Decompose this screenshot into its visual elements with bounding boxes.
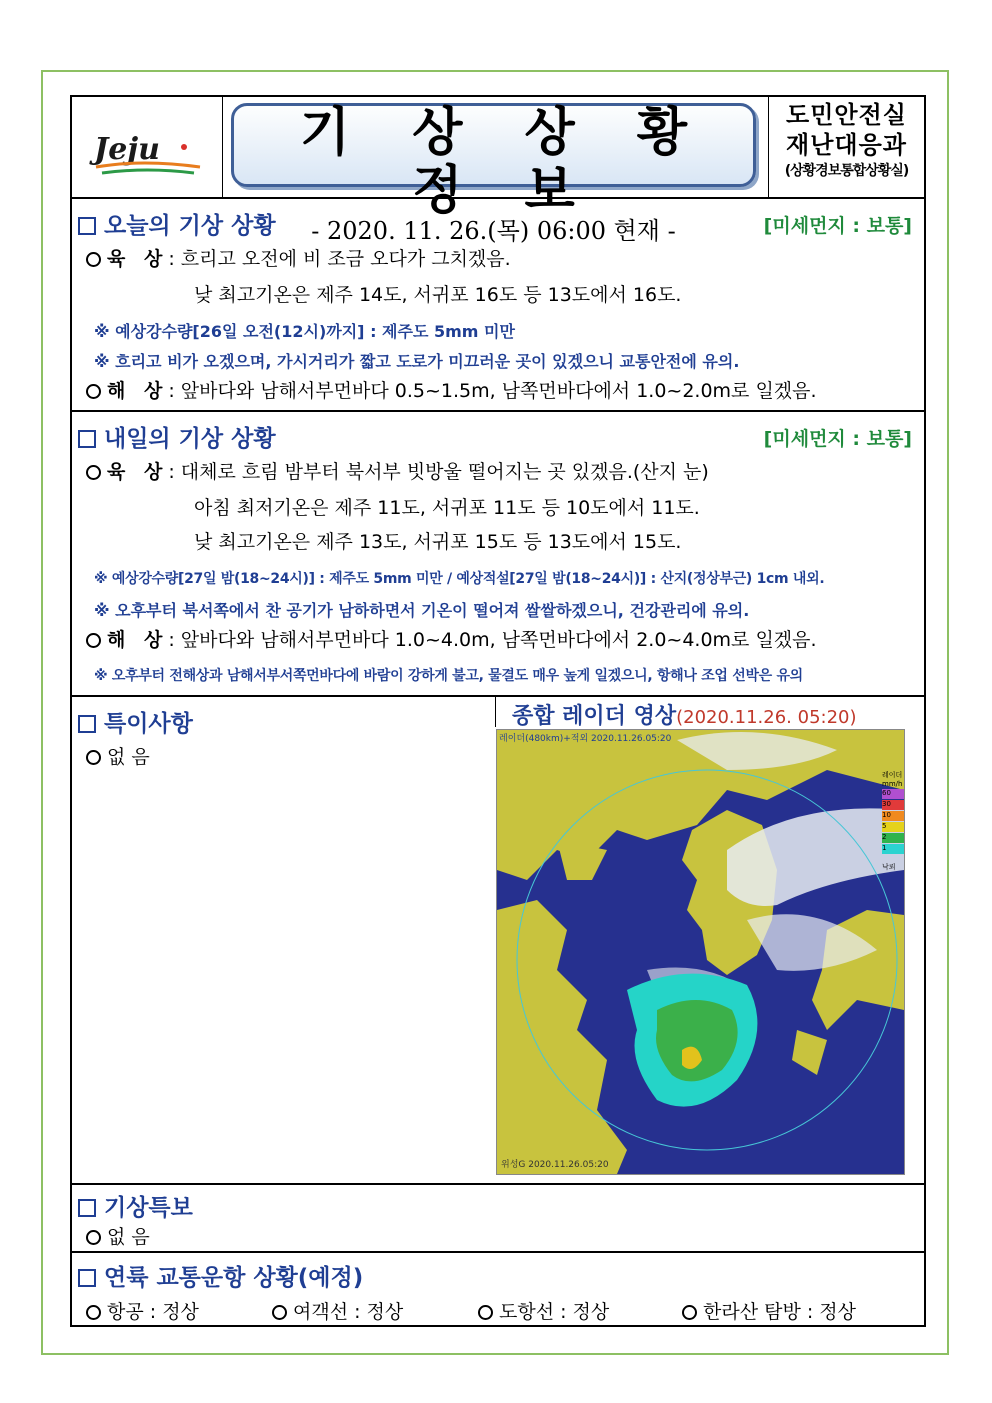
special-notes-section xyxy=(72,697,924,1185)
traffic-title: 연륙 교통운항 상황(예정) xyxy=(104,1265,364,1291)
today-safety-note: ※ 흐리고 비가 오겠으며, 가시거리가 짧고 도로가 미끄러운 곳이 있겠으니 교통안전에 유의. xyxy=(94,352,740,371)
today-rain-note: ※ 예상강수량[26일 오전(12시)까지] : 제주도 5mm 미만 xyxy=(94,322,515,341)
department-name: 도민안전실 xyxy=(786,101,907,129)
legend-swatch: 1 xyxy=(882,844,904,854)
today-title: 오늘의 기상 상황 xyxy=(104,213,276,239)
traffic-item-island-boat: 도항선 : 정상 xyxy=(478,1297,609,1324)
legend-swatch: 60 xyxy=(882,789,904,799)
checkbox-icon xyxy=(78,1199,96,1217)
radar-title xyxy=(512,699,857,730)
circle-bullet-icon xyxy=(86,384,101,399)
today-sea-line xyxy=(86,379,817,403)
today-land-text: : 흐리고 오전에 비 조금 오다가 그치겠음. xyxy=(168,248,511,270)
radar-image xyxy=(496,729,905,1175)
jeju-logo-text: Jeju xyxy=(94,132,160,167)
radar-caption: 레이더(480km)+적외 2020.11.26.05:20 xyxy=(499,734,672,744)
radar-map xyxy=(497,730,904,1174)
traffic-item-ferry: 여객선 : 정상 xyxy=(272,1297,403,1324)
tomorrow-health-note: ※ 오후부터 북서쪽에서 찬 공기가 남하하면서 기온이 떨어져 쌀쌀하겠으니, 건강관리에 유의. xyxy=(94,601,750,620)
tomorrow-land-text: : 대체로 흐림 밤부터 북서부 빗방울 떨어지는 곳 있겠음.(산지 눈) xyxy=(168,461,709,483)
legend-unit: mm/h xyxy=(882,780,903,788)
weather-report-sheet xyxy=(70,95,926,1327)
special-item-text: 없 음 xyxy=(107,746,150,768)
jeju-logo xyxy=(72,97,222,197)
warning-item-text: 없 음 xyxy=(107,1226,150,1248)
legend-swatch: 30 xyxy=(882,800,904,810)
checkbox-icon xyxy=(78,715,96,733)
circle-bullet-icon xyxy=(86,465,101,480)
tomorrow-max-temp: 낮 최고기온은 제주 13도, 서귀포 15도 등 13도에서 15도. xyxy=(194,531,682,553)
traffic-section xyxy=(72,1253,924,1325)
warning-title: 기상특보 xyxy=(104,1195,193,1221)
section-title xyxy=(78,1259,363,1292)
sea-label: 해 상 xyxy=(107,380,169,402)
special-item xyxy=(86,745,150,769)
section-title xyxy=(78,705,193,738)
title-cell xyxy=(223,97,769,245)
today-land-line xyxy=(86,247,511,271)
tomorrow-sea-line xyxy=(86,628,817,652)
section-title xyxy=(78,207,276,240)
division-name: 재난대응과 xyxy=(786,131,907,159)
checkbox-icon xyxy=(78,217,96,235)
fine-dust-status: [미세먼지 : 보통] xyxy=(763,215,912,237)
special-title: 특이사항 xyxy=(104,711,193,737)
tomorrow-sea-text: : 앞바다와 남해서부먼바다 1.0~4.0m, 남쪽먼바다에서 2.0~4.0m로 일겠음. xyxy=(168,629,817,651)
logo-cell xyxy=(72,97,223,197)
fine-dust-status: [미세먼지 : 보통] xyxy=(763,428,912,450)
tomorrow-weather-section xyxy=(72,412,924,697)
circle-bullet-icon xyxy=(86,633,101,648)
legend-swatch: 5 xyxy=(882,822,904,832)
tomorrow-marine-note: ※ 오후부터 전해상과 남해서부서쪽먼바다에 바람이 강하게 불고, 물결도 매우 높게 일겠으니, 항해나 조업 선박은 유의 xyxy=(94,668,803,684)
title-box xyxy=(231,103,756,245)
tomorrow-land-line xyxy=(86,460,709,484)
legend-swatch: 2 xyxy=(882,833,904,843)
circle-bullet-icon xyxy=(478,1305,493,1320)
tomorrow-rain-snow-note: ※ 예상강수량[27일 밤(18~24시)] : 제주도 5mm 미만 / 예상적설[27일 밤(18~24시)] : 산지(정상부근) 1cm 내외. xyxy=(94,571,825,587)
traffic-item-air: 항공 : 정상 xyxy=(86,1297,199,1324)
radar-title-text: 종합 레이더 영상 xyxy=(512,704,677,729)
legend-lightning: 낙뢰 xyxy=(882,863,896,871)
today-weather-section xyxy=(72,199,924,412)
circle-bullet-icon xyxy=(86,1230,101,1245)
weather-warning-section xyxy=(72,1185,924,1253)
report-date: - 2020. 11. 26.(목) 06:00 현재 - xyxy=(311,217,676,245)
circle-bullet-icon xyxy=(272,1305,287,1320)
department-cell xyxy=(769,97,924,197)
sea-label: 해 상 xyxy=(107,629,169,651)
divider xyxy=(495,697,496,727)
section-title xyxy=(78,420,276,453)
report-title: 기 상 상 황 정 보 xyxy=(299,103,710,221)
circle-bullet-icon xyxy=(86,252,101,267)
circle-bullet-icon xyxy=(86,1305,101,1320)
radar-legend xyxy=(882,770,904,872)
radar-footer: 위성G 2020.11.26.05:20 xyxy=(501,1160,609,1170)
section-title xyxy=(78,1189,193,1222)
checkbox-icon xyxy=(78,430,96,448)
today-sea-text: : 앞바다와 남해서부먼바다 0.5~1.5m, 남쪽먼바다에서 1.0~2.0m로 일겠음. xyxy=(168,380,817,402)
traffic-item-hallasan: 한라산 탐방 : 정상 xyxy=(682,1297,856,1324)
warning-item xyxy=(86,1225,150,1249)
legend-swatch: 10 xyxy=(882,811,904,821)
checkbox-icon xyxy=(78,1269,96,1287)
tomorrow-min-temp: 아침 최저기온은 제주 11도, 서귀포 11도 등 10도에서 11도. xyxy=(194,497,700,519)
today-temperature: 낮 최고기온은 제주 14도, 서귀포 16도 등 13도에서 16도. xyxy=(194,284,682,306)
tomorrow-title: 내일의 기상 상황 xyxy=(104,426,276,452)
land-label: 육 상 xyxy=(107,248,169,270)
circle-bullet-icon xyxy=(86,750,101,765)
radar-timestamp: (2020.11.26. 05:20) xyxy=(676,707,857,728)
legend-title: 레이더 xyxy=(882,771,903,779)
office-name: (상황경보통합상황실) xyxy=(784,163,909,179)
land-label: 육 상 xyxy=(107,461,169,483)
circle-bullet-icon xyxy=(682,1305,697,1320)
